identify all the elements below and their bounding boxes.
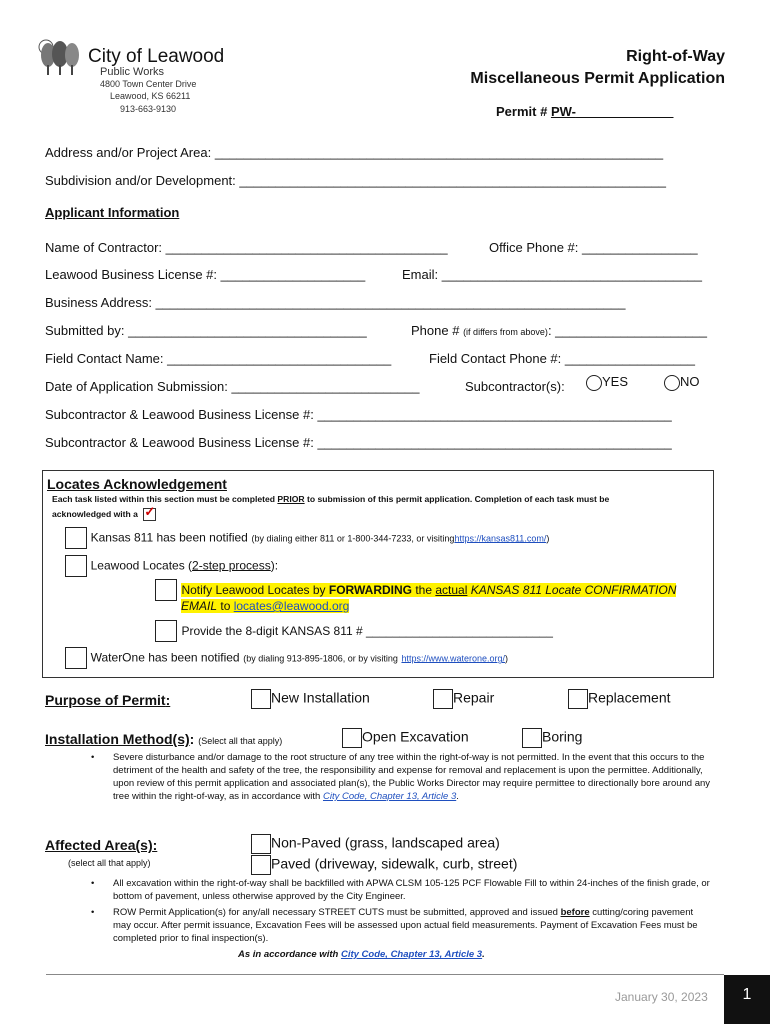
no-radio[interactable] [664, 375, 680, 391]
purpose-option-replacement[interactable]: Replacement [568, 689, 671, 709]
notify-leawood-checkbox[interactable] [155, 579, 177, 601]
footer-date: January 30, 2023 [615, 990, 708, 1004]
non-paved-checkbox[interactable] [251, 834, 271, 854]
no-option[interactable]: NO [664, 374, 700, 391]
subcontractors-label: Subcontractor(s): [465, 379, 565, 394]
yes-radio[interactable] [586, 375, 602, 391]
notify-leawood-item[interactable]: Notify Leawood Locates by FORWARDING the actual KANSAS 811 Locate CONFIRMATION [155, 579, 676, 601]
office-phone-field[interactable]: Office Phone #: ________________ [489, 240, 698, 255]
kansas-811-link[interactable]: https://kansas811.com/ [454, 533, 547, 544]
applicant-heading: Applicant Information [45, 205, 180, 220]
page-number: 1 [742, 986, 752, 1003]
sub-license-field-1[interactable]: Subcontractor & Leawood Business License #: _________________________________________________ [45, 407, 672, 422]
sub-license-field-2[interactable]: Subcontractor & Leawood Business License #: _________________________________________________ [45, 435, 672, 450]
purpose-label: Purpose of Permit: [45, 692, 171, 708]
boring-checkbox[interactable] [522, 728, 542, 748]
address-field[interactable]: Address and/or Project Area: ______________________________________________________________ [45, 145, 664, 160]
permit-number[interactable] [496, 104, 673, 119]
areas-label: Affected Area(s): [45, 837, 158, 853]
purpose-option-repair[interactable]: Repair [433, 689, 494, 709]
leawood-locates-item[interactable]: Leawood Locates (2-step process): [65, 555, 278, 577]
contractor-field[interactable]: Name of Contractor: _______________________________________ [45, 240, 448, 255]
business-address-field[interactable]: Business Address: _________________________________________________________________ [45, 295, 626, 310]
yes-option[interactable]: YES [586, 374, 628, 391]
replacement-checkbox[interactable] [568, 689, 588, 709]
org-street: 4800 Town Center Drive [100, 79, 197, 89]
locates-heading: Locates Acknowledgement [47, 476, 227, 492]
methods-code-link[interactable]: City Code, Chapter 13, Article 3 [322, 791, 457, 802]
locates-intro-2: acknowledged with a ✓ [52, 504, 156, 519]
area-paved[interactable]: Paved (driveway, sidewalk, curb, street) [251, 855, 517, 875]
new-installation-checkbox[interactable] [251, 689, 271, 709]
waterone-link[interactable]: https://www.waterone.org/ [401, 653, 506, 664]
dept-name: Public Works [100, 66, 164, 78]
waterone-checkbox[interactable] [65, 647, 87, 669]
checkbox-check-icon: ✓ [144, 504, 156, 519]
methods-label: Installation Method(s): (Select all that apply) [45, 731, 283, 747]
permit-prefix: PW- [550, 104, 576, 119]
accordance-code-link[interactable]: City Code, Chapter 13, Article 3 [340, 949, 483, 960]
permit-label: Permit # [496, 104, 548, 119]
open-excavation-checkbox[interactable] [342, 728, 362, 748]
notify-leawood-line-2: EMAIL to locates@leawood.org [181, 599, 350, 613]
submitted-by-field[interactable]: Submitted by: _________________________________ [45, 323, 367, 338]
date-submission-field[interactable]: Date of Application Submission: __________________________ [45, 379, 420, 394]
kansas-811-checkbox[interactable] [65, 527, 87, 549]
field-phone-field[interactable]: Field Contact Phone #: __________________ [429, 351, 696, 366]
title-line-2: Miscellaneous Permit Application [470, 70, 725, 87]
footer-divider [46, 974, 724, 975]
leawood-locates-checkbox[interactable] [65, 555, 87, 577]
email-field[interactable]: Email: ____________________________________ [402, 267, 703, 282]
waterone-item[interactable]: WaterOne has been notified (by dialing 913-895-1806, or by visiting https://www.waterone.org/) [65, 647, 508, 669]
areas-note: (select all that apply) [68, 858, 151, 868]
provide-811-item[interactable]: Provide the 8-digit KANSAS 811 # ____________________________ [155, 620, 553, 642]
page-number-badge [724, 975, 770, 1024]
paved-checkbox[interactable] [251, 855, 271, 875]
provide-811-checkbox[interactable] [155, 620, 177, 642]
phone-field[interactable]: Phone # (if differs from above): _____________________ [411, 323, 707, 338]
purpose-option-new[interactable]: New Installation [251, 689, 370, 709]
methods-bullet: • Severe disturbance and/or damage to the root structure of any tree within the right-of-way is not permitted. In the event that this occurs to the detriment of the health and safety of the tree, the responsibility and expense for removal and replacement is upon the permittee. Additionally, upon review of this permit application and associated plan(s), the Public Works Director may require permittee to directionally bore around any tree within the right-of-way, as in accordance with City Code, Chapter 13, Article 3. [113, 751, 713, 803]
accordance-note: As in accordance with City Code, Chapter 13, Article 3. [238, 949, 485, 960]
subdivision-field[interactable]: Subdivision and/or Development: ___________________________________________________________ [45, 173, 666, 188]
repair-checkbox[interactable] [433, 689, 453, 709]
org-city: Leawood, KS 66211 [110, 91, 191, 101]
locates-email-link[interactable]: locates@leawood.org [233, 599, 350, 613]
method-boring[interactable]: Boring [522, 728, 582, 748]
title-line-1: Right-of-Way [626, 48, 725, 65]
kansas-811-item[interactable]: Kansas 811 has been notified (by dialing either 811 or 1-800-344-7233, or visitinghttps://kansas811.com/) [65, 527, 549, 549]
method-open-excavation[interactable]: Open Excavation [342, 728, 469, 748]
trees-icon [36, 38, 86, 78]
locates-intro: Each task listed within this section must be completed PRIOR to submission of this permit application. Completion of each task must be [52, 494, 610, 504]
field-contact-field[interactable]: Field Contact Name: _______________________________ [45, 351, 392, 366]
area-non-paved[interactable]: Non-Paved (grass, landscaped area) [251, 834, 500, 854]
org-name: City of Leawood [88, 46, 225, 67]
areas-bullet-2: • ROW Permit Application(s) for any/all necessary STREET CUTS must be submitted, approved and issued before cutting/coring pavement may occur. After permit issuance, Excavation Fees will be assessed upon actual field measurements. Payment of Excavation Fees must be completed prior to final inspection(s). [113, 906, 713, 945]
org-phone: 913-663-9130 [120, 104, 177, 114]
license-field[interactable]: Leawood Business License #: ____________________ [45, 267, 366, 282]
areas-bullet-1: • All excavation within the right-of-way shall be backfilled with APWA CLSM 105-125 PCF Flowable Fill to within 24-inches of the finish grade, or bottom of pavement, unless otherwise approved by the City Engineer. [113, 877, 713, 903]
locates-section [42, 470, 714, 678]
